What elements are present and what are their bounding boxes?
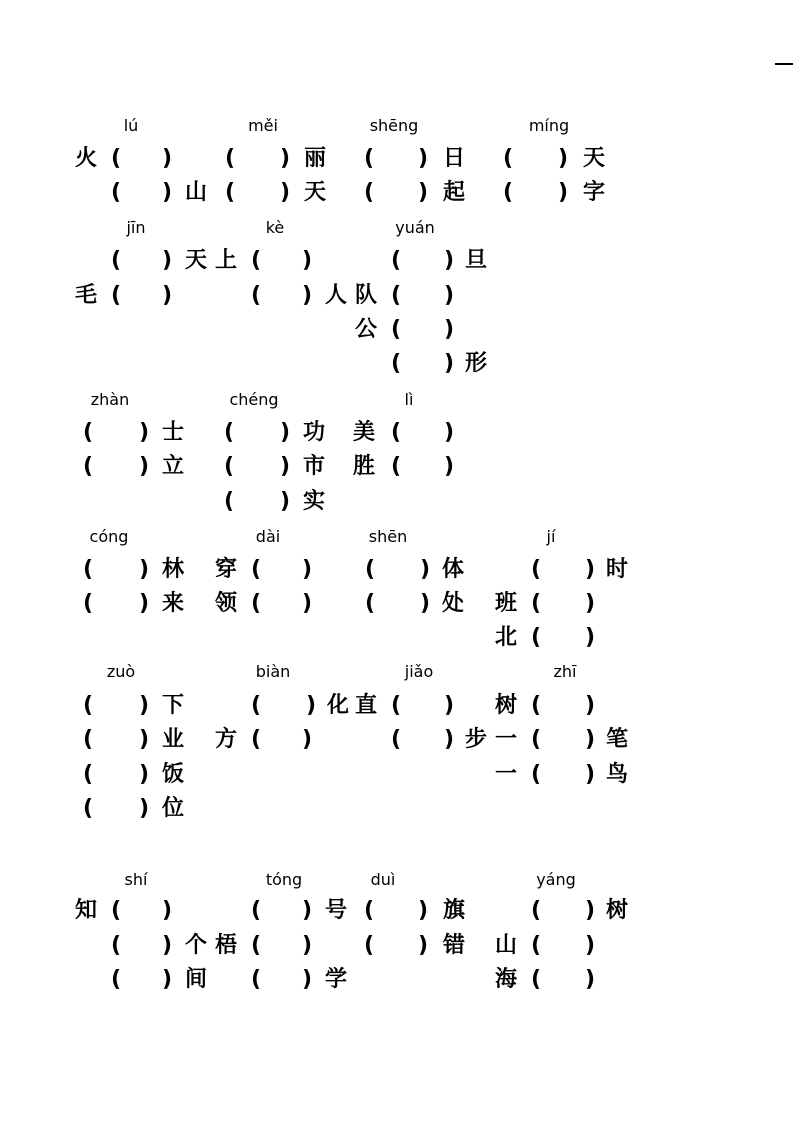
hanzi-char: 胜 — [352, 454, 376, 479]
exercise-line — [0, 691, 800, 721]
exercise-line — [0, 144, 800, 174]
hanzi-char: 市 — [302, 454, 326, 479]
blank-open-paren: ( — [390, 693, 402, 718]
hanzi-char: 业 — [161, 727, 185, 752]
blank-open-paren: ( — [530, 625, 542, 650]
hanzi-char: 天 — [582, 146, 606, 171]
blank-open-paren: ( — [363, 180, 375, 205]
blank-open-paren: ( — [363, 146, 375, 171]
pinyin-label: lì — [404, 390, 414, 409]
pinyin-label: cóng — [89, 527, 129, 546]
hanzi-char: 山 — [184, 180, 208, 205]
hanzi-char: 来 — [161, 591, 185, 616]
blank-open-paren: ( — [110, 146, 122, 171]
blank-open-paren: ( — [530, 727, 542, 752]
blank-open-paren: ( — [250, 248, 262, 273]
blank-open-paren: ( — [390, 420, 402, 445]
hanzi-char: 时 — [605, 557, 629, 582]
hanzi-char: 间 — [184, 967, 208, 992]
blank-close-paren: ) — [301, 898, 313, 923]
hanzi-char: 火 — [74, 146, 98, 171]
blank-open-paren: ( — [82, 557, 94, 582]
blank-close-paren: ) — [419, 591, 431, 616]
exercise-line — [0, 178, 800, 208]
blank-close-paren: ) — [584, 762, 596, 787]
hanzi-char: 士 — [161, 420, 185, 445]
blank-open-paren: ( — [364, 557, 376, 582]
exercise-line — [0, 931, 800, 961]
blank-open-paren: ( — [223, 454, 235, 479]
blank-open-paren: ( — [110, 967, 122, 992]
pinyin-label: biàn — [255, 662, 291, 681]
blank-close-paren: ) — [138, 762, 150, 787]
blank-close-paren: ) — [417, 933, 429, 958]
blank-close-paren: ) — [305, 693, 317, 718]
blank-close-paren: ) — [138, 454, 150, 479]
blank-open-paren: ( — [82, 591, 94, 616]
blank-open-paren: ( — [250, 933, 262, 958]
blank-close-paren: ) — [443, 351, 455, 376]
blank-close-paren: ) — [161, 967, 173, 992]
blank-open-paren: ( — [82, 454, 94, 479]
blank-close-paren: ) — [301, 557, 313, 582]
exercise-line — [0, 315, 800, 345]
hanzi-char: 字 — [582, 180, 606, 205]
blank-open-paren: ( — [530, 591, 542, 616]
hanzi-char: 个 — [184, 933, 208, 958]
hanzi-char: 号 — [324, 898, 348, 923]
exercise-line — [0, 896, 800, 926]
blank-close-paren: ) — [443, 420, 455, 445]
pinyin-label: zhī — [553, 662, 577, 681]
blank-open-paren: ( — [250, 693, 262, 718]
pinyin-label: zhàn — [90, 390, 130, 409]
hanzi-char: 美 — [352, 420, 376, 445]
exercise-line — [0, 760, 800, 790]
blank-open-paren: ( — [390, 454, 402, 479]
hanzi-char: 旦 — [464, 248, 488, 273]
blank-close-paren: ) — [584, 727, 596, 752]
hanzi-char: 人 — [324, 283, 348, 308]
hanzi-char: 功 — [302, 420, 326, 445]
exercise-line — [0, 349, 800, 379]
blank-open-paren: ( — [250, 967, 262, 992]
blank-open-paren: ( — [364, 591, 376, 616]
blank-close-paren: ) — [161, 898, 173, 923]
hanzi-char: 学 — [324, 967, 348, 992]
blank-open-paren: ( — [223, 420, 235, 445]
pinyin-label: jiǎo — [404, 662, 434, 681]
hanzi-char: 海 — [494, 967, 518, 992]
pinyin-label: jí — [546, 527, 556, 546]
blank-close-paren: ) — [138, 557, 150, 582]
hanzi-char: 梧 — [214, 933, 238, 958]
blank-close-paren: ) — [417, 180, 429, 205]
hanzi-char: 林 — [161, 557, 185, 582]
pinyin-label: měi — [248, 116, 278, 135]
exercise-line — [0, 589, 800, 619]
hanzi-char: 上 — [214, 248, 238, 273]
pinyin-label: jīn — [126, 218, 146, 237]
blank-close-paren: ) — [161, 180, 173, 205]
hanzi-char: 鸟 — [605, 762, 629, 787]
blank-close-paren: ) — [138, 591, 150, 616]
blank-close-paren: ) — [301, 967, 313, 992]
hanzi-char: 形 — [464, 351, 488, 376]
blank-close-paren: ) — [301, 727, 313, 752]
hanzi-char: 一 — [494, 762, 518, 787]
blank-close-paren: ) — [443, 317, 455, 342]
blank-close-paren: ) — [584, 693, 596, 718]
hanzi-char: 位 — [161, 796, 185, 821]
blank-open-paren: ( — [82, 796, 94, 821]
exercise-line — [0, 623, 800, 653]
exercise-line — [0, 965, 800, 995]
blank-open-paren: ( — [82, 420, 94, 445]
pinyin-label: yáng — [536, 870, 576, 889]
blank-close-paren: ) — [443, 454, 455, 479]
hanzi-char: 北 — [494, 625, 518, 650]
blank-open-paren: ( — [390, 351, 402, 376]
hanzi-char: 实 — [302, 489, 326, 514]
pinyin-label: míng — [528, 116, 570, 135]
blank-open-paren: ( — [530, 933, 542, 958]
hanzi-char: 立 — [161, 454, 185, 479]
blank-open-paren: ( — [250, 591, 262, 616]
hanzi-char: 错 — [442, 933, 466, 958]
blank-close-paren: ) — [584, 625, 596, 650]
blank-close-paren: ) — [138, 693, 150, 718]
blank-close-paren: ) — [279, 146, 291, 171]
pinyin-label: shēng — [369, 116, 419, 135]
blank-close-paren: ) — [417, 146, 429, 171]
blank-open-paren: ( — [250, 283, 262, 308]
hanzi-char: 树 — [494, 693, 518, 718]
hanzi-char: 一 — [494, 727, 518, 752]
blank-open-paren: ( — [82, 727, 94, 752]
blank-close-paren: ) — [443, 248, 455, 273]
hanzi-char: 天 — [184, 248, 208, 273]
hanzi-char: 班 — [494, 591, 518, 616]
pinyin-label: dài — [255, 527, 281, 546]
blank-close-paren: ) — [138, 420, 150, 445]
blank-close-paren: ) — [138, 727, 150, 752]
hanzi-char: 山 — [494, 933, 518, 958]
blank-close-paren: ) — [584, 933, 596, 958]
blank-open-paren: ( — [530, 693, 542, 718]
blank-open-paren: ( — [82, 762, 94, 787]
blank-close-paren: ) — [443, 727, 455, 752]
blank-close-paren: ) — [279, 454, 291, 479]
blank-open-paren: ( — [250, 727, 262, 752]
exercise-line — [0, 246, 800, 276]
hanzi-char: 处 — [441, 591, 465, 616]
blank-close-paren: ) — [301, 591, 313, 616]
pinyin-label: lú — [123, 116, 139, 135]
blank-close-paren: ) — [161, 146, 173, 171]
blank-open-paren: ( — [502, 146, 514, 171]
blank-open-paren: ( — [224, 180, 236, 205]
exercise-line — [0, 725, 800, 755]
pinyin-label: shí — [124, 870, 148, 889]
blank-close-paren: ) — [138, 796, 150, 821]
blank-close-paren: ) — [584, 898, 596, 923]
blank-open-paren: ( — [530, 898, 542, 923]
hanzi-char: 知 — [74, 898, 98, 923]
blank-close-paren: ) — [279, 180, 291, 205]
blank-close-paren: ) — [417, 898, 429, 923]
pinyin-label: kè — [265, 218, 285, 237]
hanzi-char: 队 — [354, 283, 378, 308]
blank-open-paren: ( — [250, 557, 262, 582]
hanzi-char: 穿 — [214, 557, 238, 582]
hanzi-char: 树 — [605, 898, 629, 923]
blank-close-paren: ) — [161, 933, 173, 958]
hanzi-char: 日 — [442, 146, 466, 171]
exercise-line — [0, 794, 800, 824]
pinyin-label: shēn — [368, 527, 408, 546]
pinyin-label: zuò — [106, 662, 136, 681]
hanzi-char: 领 — [214, 591, 238, 616]
hanzi-char: 下 — [161, 693, 185, 718]
blank-open-paren: ( — [390, 283, 402, 308]
blank-close-paren: ) — [584, 557, 596, 582]
blank-open-paren: ( — [530, 762, 542, 787]
hanzi-char: 方 — [214, 727, 238, 752]
blank-open-paren: ( — [110, 180, 122, 205]
blank-close-paren: ) — [557, 180, 569, 205]
blank-close-paren: ) — [279, 489, 291, 514]
blank-open-paren: ( — [82, 693, 94, 718]
hanzi-char: 步 — [464, 727, 488, 752]
pinyin-label: tóng — [265, 870, 303, 889]
exercise-line — [0, 555, 800, 585]
corner-dash-mark — [775, 63, 793, 65]
blank-close-paren: ) — [584, 591, 596, 616]
blank-close-paren: ) — [443, 283, 455, 308]
blank-open-paren: ( — [110, 283, 122, 308]
hanzi-char: 笔 — [605, 727, 629, 752]
blank-open-paren: ( — [223, 489, 235, 514]
blank-open-paren: ( — [224, 146, 236, 171]
blank-close-paren: ) — [584, 967, 596, 992]
blank-close-paren: ) — [557, 146, 569, 171]
blank-open-paren: ( — [530, 967, 542, 992]
hanzi-char: 起 — [442, 180, 466, 205]
hanzi-char: 丽 — [303, 146, 327, 171]
blank-close-paren: ) — [161, 283, 173, 308]
pinyin-label: yuán — [395, 218, 435, 237]
hanzi-char: 饭 — [161, 762, 185, 787]
blank-close-paren: ) — [301, 933, 313, 958]
blank-open-paren: ( — [390, 248, 402, 273]
blank-close-paren: ) — [419, 557, 431, 582]
pinyin-label: duì — [370, 870, 396, 889]
blank-open-paren: ( — [390, 317, 402, 342]
blank-open-paren: ( — [250, 898, 262, 923]
blank-open-paren: ( — [502, 180, 514, 205]
blank-open-paren: ( — [363, 933, 375, 958]
blank-close-paren: ) — [443, 693, 455, 718]
exercise-line — [0, 418, 800, 448]
blank-open-paren: ( — [390, 727, 402, 752]
blank-open-paren: ( — [110, 898, 122, 923]
exercise-line — [0, 487, 800, 517]
pinyin-label: chéng — [229, 390, 279, 409]
blank-open-paren: ( — [530, 557, 542, 582]
hanzi-char: 化 — [326, 693, 350, 718]
blank-open-paren: ( — [363, 898, 375, 923]
blank-close-paren: ) — [301, 283, 313, 308]
blank-close-paren: ) — [301, 248, 313, 273]
blank-close-paren: ) — [279, 420, 291, 445]
blank-close-paren: ) — [161, 248, 173, 273]
hanzi-char: 天 — [303, 180, 327, 205]
hanzi-char: 旗 — [442, 898, 466, 923]
hanzi-char: 直 — [354, 693, 378, 718]
hanzi-char: 毛 — [74, 283, 98, 308]
exercise-line — [0, 452, 800, 482]
hanzi-char: 公 — [354, 317, 378, 342]
blank-open-paren: ( — [110, 248, 122, 273]
blank-open-paren: ( — [110, 933, 122, 958]
hanzi-char: 体 — [441, 557, 465, 582]
exercise-line — [0, 281, 800, 311]
